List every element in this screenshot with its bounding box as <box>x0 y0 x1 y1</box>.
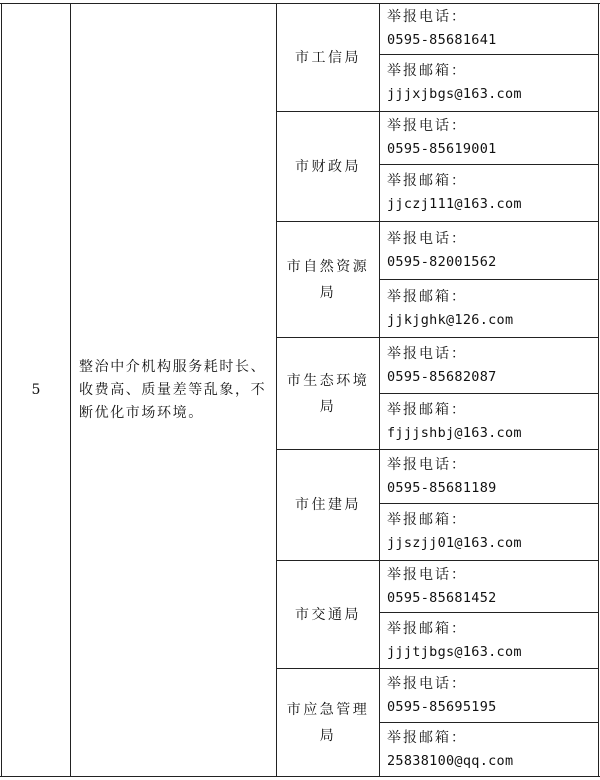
dept-cell <box>277 112 379 221</box>
email-label: 举报邮箱： <box>387 288 467 305</box>
email-cell <box>380 280 598 337</box>
dept-name: 市交通局 <box>295 606 361 623</box>
phone-label: 举报电话： <box>387 345 467 362</box>
email-cell <box>380 504 598 560</box>
phone-number: 0595-85681189 <box>387 479 497 496</box>
email-cell <box>380 55 598 111</box>
phone-number: 0595-85695195 <box>387 698 497 715</box>
dept-name: 市住建局 <box>295 497 361 513</box>
email-address: jjjtjbgs@163.com <box>387 643 522 660</box>
email-address: 25838100@qq.com <box>387 752 514 769</box>
phone-number: 0595-82001562 <box>387 253 497 270</box>
email-cell <box>380 613 598 668</box>
dept-name: 市工信局 <box>295 49 361 66</box>
email-address: fjjjshbj@163.com <box>387 424 522 441</box>
phone-number: 0595-85681452 <box>387 589 497 606</box>
dept-cell <box>277 4 379 111</box>
phone-cell <box>380 450 598 503</box>
issue-cell <box>71 4 276 776</box>
phone-number: 0595-85619001 <box>387 141 497 157</box>
phone-number: 0595-85682087 <box>387 368 497 385</box>
phone-label: 举报电话： <box>387 118 467 134</box>
phone-cell <box>380 669 598 722</box>
email-address: jjkjghk@126.com <box>387 311 514 328</box>
phone-label: 举报电话： <box>387 566 467 583</box>
phone-number: 0595-85681641 <box>387 32 497 48</box>
email-label: 举报邮箱： <box>387 512 467 528</box>
email-label: 举报邮箱： <box>387 63 467 79</box>
phone-cell <box>380 4 598 54</box>
dept-name: 市生态环境局 <box>286 372 370 415</box>
issue-text: 整治中介机构服务耗时长、收费高、质量差等乱象，不断优化市场环境。 <box>79 358 267 421</box>
dept-cell <box>277 222 379 337</box>
phone-label: 举报电话： <box>387 230 467 247</box>
phone-label: 举报电话： <box>387 675 467 692</box>
email-label: 举报邮箱： <box>387 173 467 189</box>
email-label: 举报邮箱： <box>387 401 467 418</box>
phone-cell <box>380 338 598 393</box>
email-address: jjczj111@163.com <box>387 196 522 212</box>
phone-cell <box>380 112 598 164</box>
email-cell <box>380 165 598 221</box>
email-label: 举报邮箱： <box>387 729 467 746</box>
table-border-right <box>598 3 599 777</box>
email-address: jjszjj01@163.com <box>387 535 522 551</box>
email-address: jjjxjbgs@163.com <box>387 86 522 102</box>
dept-cell <box>277 669 379 776</box>
dept-cell <box>277 561 379 668</box>
dept-cell <box>277 338 379 449</box>
email-cell <box>380 394 598 449</box>
phone-cell <box>380 561 598 612</box>
table-border-bottom <box>0 776 600 777</box>
row-number-cell <box>2 4 70 776</box>
row-number: 5 <box>31 382 41 398</box>
email-cell <box>380 723 598 776</box>
email-label: 举报邮箱： <box>387 620 467 637</box>
dept-name: 市应急管理局 <box>286 701 370 744</box>
phone-label: 举报电话： <box>387 9 467 25</box>
dept-name: 市财政局 <box>295 158 361 175</box>
phone-cell <box>380 222 598 279</box>
phone-label: 举报电话： <box>387 456 467 473</box>
dept-name: 市自然资源局 <box>286 258 370 301</box>
dept-cell <box>277 450 379 560</box>
